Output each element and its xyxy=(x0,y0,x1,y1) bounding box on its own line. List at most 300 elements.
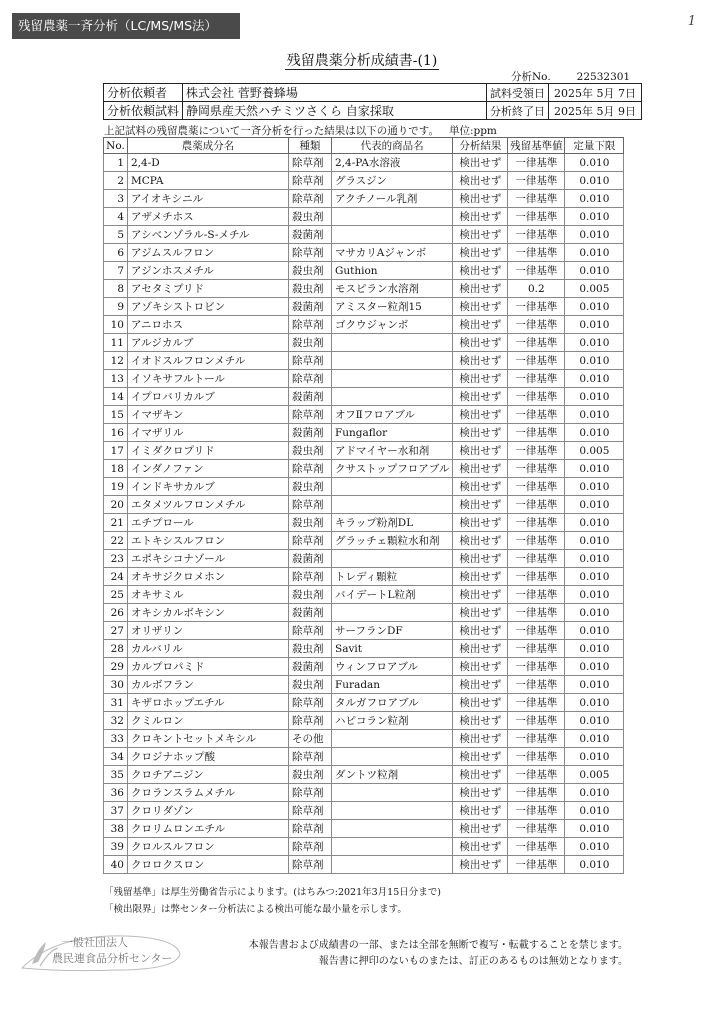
quantification-limit: 0.010 xyxy=(565,712,624,730)
row-no: 20 xyxy=(104,496,128,514)
analysis-result: 検出せず xyxy=(453,838,508,856)
product-name: Furadan xyxy=(332,676,453,694)
quantification-limit: 0.010 xyxy=(565,226,624,244)
product-name: バイデートL粒剤 xyxy=(332,586,453,604)
requester-label: 分析依頼者 xyxy=(104,84,183,102)
quantification-limit: 0.010 xyxy=(565,640,624,658)
col-header-type: 種類 xyxy=(289,138,332,154)
product-name xyxy=(332,208,453,226)
pesticide-type: 除草剤 xyxy=(289,190,332,208)
residue-limit: 一律基準 xyxy=(508,388,565,406)
quantification-limit: 0.010 xyxy=(565,352,624,370)
residue-limit: 一律基準 xyxy=(508,316,565,334)
analysis-result: 検出せず xyxy=(453,658,508,676)
table-row xyxy=(104,496,624,514)
analysis-result: 検出せず xyxy=(453,298,508,316)
residue-limit: 一律基準 xyxy=(508,856,565,874)
product-name xyxy=(332,478,453,496)
product-name xyxy=(332,784,453,802)
product-name: グラスジン xyxy=(332,172,453,190)
analysis-result: 検出せず xyxy=(453,694,508,712)
analysis-result: 検出せず xyxy=(453,154,508,172)
col-header-pesticide: 農薬成分名 xyxy=(128,138,289,154)
row-no: 11 xyxy=(104,334,128,352)
quantification-limit: 0.010 xyxy=(565,154,624,172)
product-name: アミスター粒剤15 xyxy=(332,298,453,316)
pesticide-name: オキシカルボキシン xyxy=(128,604,289,622)
pesticide-type: 殺菌剤 xyxy=(289,604,332,622)
pesticide-name: MCPA xyxy=(128,172,289,190)
requester-value: 株式会社 菅野養蜂場 xyxy=(183,84,487,102)
residue-limit: 一律基準 xyxy=(508,406,565,424)
product-name xyxy=(332,838,453,856)
pesticide-type: 殺虫剤 xyxy=(289,586,332,604)
product-name: トレディ顆粒 xyxy=(332,568,453,586)
product-name xyxy=(332,820,453,838)
pesticide-name: イオドスルフロンメチル xyxy=(128,352,289,370)
analysis-result: 検出せず xyxy=(453,712,508,730)
quantification-limit: 0.010 xyxy=(565,370,624,388)
product-name: タルガフロアブル xyxy=(332,694,453,712)
pesticide-type: 除草剤 xyxy=(289,460,332,478)
pesticide-type: 殺虫剤 xyxy=(289,280,332,298)
residue-limit: 一律基準 xyxy=(508,442,565,460)
quantification-limit: 0.010 xyxy=(565,730,624,748)
pesticide-name: アイオキシニル xyxy=(128,190,289,208)
analysis-result: 検出せず xyxy=(453,424,508,442)
quantification-limit: 0.010 xyxy=(565,496,624,514)
table-row xyxy=(104,694,624,712)
analysis-result: 検出せず xyxy=(453,226,508,244)
results-body xyxy=(104,154,624,874)
residue-limit: 一律基準 xyxy=(508,838,565,856)
row-no: 32 xyxy=(104,712,128,730)
pesticide-name: エチプロール xyxy=(128,514,289,532)
analysis-number xyxy=(511,69,630,84)
table-row xyxy=(104,730,624,748)
table-row xyxy=(104,568,624,586)
analysis-result: 検出せず xyxy=(453,730,508,748)
analysis-result: 検出せず xyxy=(453,262,508,280)
analysis-result: 検出せず xyxy=(453,172,508,190)
report-category-tab: 残留農薬一斉分析（LC/MS/MS法） xyxy=(12,13,240,39)
table-row xyxy=(104,640,624,658)
residue-limit: 一律基準 xyxy=(508,496,565,514)
analysis-result: 検出せず xyxy=(453,766,508,784)
residue-limit: 一律基準 xyxy=(508,802,565,820)
request-info-table xyxy=(103,83,642,120)
row-no: 28 xyxy=(104,640,128,658)
analysis-result: 検出せず xyxy=(453,622,508,640)
product-name xyxy=(332,496,453,514)
residue-limit: 一律基準 xyxy=(508,676,565,694)
quantification-limit: 0.010 xyxy=(565,244,624,262)
row-no: 4 xyxy=(104,208,128,226)
quantification-limit: 0.010 xyxy=(565,262,624,280)
row-no: 33 xyxy=(104,730,128,748)
analysis-result: 検出せず xyxy=(453,334,508,352)
pesticide-type: 殺虫剤 xyxy=(289,334,332,352)
product-name xyxy=(332,370,453,388)
unit-label: 単位:ppm xyxy=(448,125,497,137)
residue-limit: 一律基準 xyxy=(508,172,565,190)
residue-limit: 一律基準 xyxy=(508,334,565,352)
document-title: 残留農薬分析成績書-(1) xyxy=(286,53,438,69)
analysis-result: 検出せず xyxy=(453,244,508,262)
finished-date-label: 分析終了日 xyxy=(487,102,549,120)
pesticide-type: 除草剤 xyxy=(289,316,332,334)
quantification-limit: 0.010 xyxy=(565,604,624,622)
product-name: サーフランDF xyxy=(332,622,453,640)
results-header-row xyxy=(104,138,624,154)
pesticide-name: アニロホス xyxy=(128,316,289,334)
residue-limit: 一律基準 xyxy=(508,478,565,496)
quantification-limit: 0.010 xyxy=(565,586,624,604)
pesticide-type: 殺虫剤 xyxy=(289,442,332,460)
analysis-result: 検出せず xyxy=(453,550,508,568)
row-no: 29 xyxy=(104,658,128,676)
pesticide-type: 殺虫剤 xyxy=(289,478,332,496)
analysis-number-label: 分析No. xyxy=(511,71,551,83)
pesticide-type: 殺菌剤 xyxy=(289,658,332,676)
row-no: 8 xyxy=(104,280,128,298)
residue-limit: 一律基準 xyxy=(508,766,565,784)
col-header-limit: 残留基準値 xyxy=(508,138,565,154)
table-row xyxy=(104,424,624,442)
table-row xyxy=(104,352,624,370)
row-no: 2 xyxy=(104,172,128,190)
analysis-result: 検出せず xyxy=(453,748,508,766)
pesticide-type: 除草剤 xyxy=(289,370,332,388)
pesticide-name: クロチアニジン xyxy=(128,766,289,784)
pesticide-name: アシベンゾラル-S-メチル xyxy=(128,226,289,244)
product-name: ダントツ粒剤 xyxy=(332,766,453,784)
pesticide-type: 除草剤 xyxy=(289,748,332,766)
row-no: 34 xyxy=(104,748,128,766)
table-row xyxy=(104,586,624,604)
table-row xyxy=(104,676,624,694)
disclaimer-copy: 本報告書および成績書の一部、または全部を無断で複写・転載することを禁じます。 xyxy=(248,940,628,951)
quantification-limit: 0.010 xyxy=(565,694,624,712)
product-name: モスピラン水溶剤 xyxy=(332,280,453,298)
analysis-result: 検出せず xyxy=(453,406,508,424)
col-header-lod: 定量下限 xyxy=(565,138,624,154)
page-number: 1 xyxy=(687,14,696,29)
analysis-result: 検出せず xyxy=(453,496,508,514)
residue-limit: 一律基準 xyxy=(508,568,565,586)
row-no: 15 xyxy=(104,406,128,424)
footnote-detection-limit: 「検出限界」は弊センター分析法による検出可能な最小量を示します。 xyxy=(104,904,407,915)
residue-limit: 一律基準 xyxy=(508,352,565,370)
pesticide-name: オキサミル xyxy=(128,586,289,604)
product-name: マサカリAジャンボ xyxy=(332,244,453,262)
row-no: 14 xyxy=(104,388,128,406)
pesticide-type: 除草剤 xyxy=(289,622,332,640)
pesticide-name: クロリダゾン xyxy=(128,802,289,820)
residue-limit: 一律基準 xyxy=(508,244,565,262)
disclaimer-seal: 報告書に押印のないものまたは、訂正のあるものは無効となります。 xyxy=(318,956,628,967)
pesticide-name: クミルロン xyxy=(128,712,289,730)
row-no: 18 xyxy=(104,460,128,478)
quantification-limit: 0.005 xyxy=(565,280,624,298)
quantification-limit: 0.005 xyxy=(565,442,624,460)
analysis-result: 検出せず xyxy=(453,784,508,802)
pesticide-name: カルバリル xyxy=(128,640,289,658)
pesticide-name: クロリムロンエチル xyxy=(128,820,289,838)
pesticide-name: イプロバリカルブ xyxy=(128,388,289,406)
product-name xyxy=(332,604,453,622)
table-row xyxy=(104,190,624,208)
row-no: 6 xyxy=(104,244,128,262)
product-name xyxy=(332,352,453,370)
analysis-result: 検出せず xyxy=(453,442,508,460)
product-name xyxy=(332,748,453,766)
pesticide-type: 除草剤 xyxy=(289,802,332,820)
analysis-result: 検出せず xyxy=(453,316,508,334)
pesticide-type: 殺菌剤 xyxy=(289,298,332,316)
table-row xyxy=(104,370,624,388)
analysis-result: 検出せず xyxy=(453,676,508,694)
residue-limit: 一律基準 xyxy=(508,550,565,568)
table-row xyxy=(104,658,624,676)
residue-limit: 一律基準 xyxy=(508,748,565,766)
pesticide-name: アゾキシストロビン xyxy=(128,298,289,316)
residue-limit: 一律基準 xyxy=(508,298,565,316)
product-name xyxy=(332,334,453,352)
product-name: キラップ粉剤DL xyxy=(332,514,453,532)
analysis-number-value: 22532301 xyxy=(576,71,631,83)
pesticide-name: アジンホスメチル xyxy=(128,262,289,280)
residue-limit: 一律基準 xyxy=(508,694,565,712)
row-no: 37 xyxy=(104,802,128,820)
pesticide-name: インダノファン xyxy=(128,460,289,478)
pesticide-type: 除草剤 xyxy=(289,154,332,172)
product-name: アドマイヤー水和剤 xyxy=(332,442,453,460)
table-row xyxy=(104,154,624,172)
pesticide-name: クロロクスロン xyxy=(128,856,289,874)
pesticide-name: インドキサカルブ xyxy=(128,478,289,496)
quantification-limit: 0.010 xyxy=(565,190,624,208)
pesticide-type: 除草剤 xyxy=(289,694,332,712)
product-name: Fungaflor xyxy=(332,424,453,442)
table-row xyxy=(104,604,624,622)
quantification-limit: 0.010 xyxy=(565,658,624,676)
analysis-result: 検出せず xyxy=(453,352,508,370)
pesticide-name: イマザキン xyxy=(128,406,289,424)
analysis-result: 検出せず xyxy=(453,514,508,532)
pesticide-type: 殺虫剤 xyxy=(289,262,332,280)
pesticide-type: 殺菌剤 xyxy=(289,550,332,568)
pesticide-name: イソキサフルトール xyxy=(128,370,289,388)
sample-value: 静岡県産天然ハチミツさくら 自家採取 xyxy=(183,102,487,120)
residue-limit: 一律基準 xyxy=(508,460,565,478)
pesticide-name: アセタミプリド xyxy=(128,280,289,298)
row-no: 36 xyxy=(104,784,128,802)
row-no: 1 xyxy=(104,154,128,172)
table-row xyxy=(104,460,624,478)
product-name: グラッチェ顆粒水和剤 xyxy=(332,532,453,550)
row-no: 12 xyxy=(104,352,128,370)
residue-limit: 一律基準 xyxy=(508,730,565,748)
table-row xyxy=(104,802,624,820)
residue-limit: 一律基準 xyxy=(508,604,565,622)
pesticide-type: 除草剤 xyxy=(289,784,332,802)
row-no: 22 xyxy=(104,532,128,550)
quantification-limit: 0.010 xyxy=(565,550,624,568)
footnote-standard: 「残留基準」は厚生労働省告示によります。(はちみつ:2021年3月15日分まで) xyxy=(104,887,441,898)
table-row xyxy=(104,226,624,244)
table-row xyxy=(104,784,624,802)
pesticide-type: その他 xyxy=(289,730,332,748)
table-row xyxy=(104,334,624,352)
quantification-limit: 0.010 xyxy=(565,622,624,640)
analysis-result: 検出せず xyxy=(453,802,508,820)
residue-limit: 一律基準 xyxy=(508,424,565,442)
col-header-product: 代表的商品名 xyxy=(332,138,453,154)
pesticide-name: クロキントセットメキシル xyxy=(128,730,289,748)
pesticide-type: 除草剤 xyxy=(289,712,332,730)
pesticide-name: クロルスルフロン xyxy=(128,838,289,856)
quantification-limit: 0.010 xyxy=(565,838,624,856)
quantification-limit: 0.010 xyxy=(565,208,624,226)
table-row xyxy=(104,532,624,550)
table-row xyxy=(104,208,624,226)
pesticide-name: エトキシスルフロン xyxy=(128,532,289,550)
residue-limit: 一律基準 xyxy=(508,658,565,676)
received-date-value: 2025年 5月 7日 xyxy=(549,84,642,102)
residue-limit: 一律基準 xyxy=(508,532,565,550)
pesticide-type: 殺虫剤 xyxy=(289,514,332,532)
quantification-limit: 0.010 xyxy=(565,856,624,874)
product-name: ゴクウジャンボ xyxy=(332,316,453,334)
residue-limit: 0.2 xyxy=(508,280,565,298)
row-no: 19 xyxy=(104,478,128,496)
pesticide-type: 殺虫剤 xyxy=(289,640,332,658)
product-name: アクチノール乳剤 xyxy=(332,190,453,208)
residue-limit: 一律基準 xyxy=(508,622,565,640)
pesticide-type: 殺菌剤 xyxy=(289,226,332,244)
quantification-limit: 0.010 xyxy=(565,316,624,334)
analysis-result: 検出せず xyxy=(453,820,508,838)
row-no: 24 xyxy=(104,568,128,586)
row-no: 35 xyxy=(104,766,128,784)
product-name xyxy=(332,802,453,820)
product-name xyxy=(332,226,453,244)
row-no: 7 xyxy=(104,262,128,280)
table-row xyxy=(104,280,624,298)
analysis-result: 検出せず xyxy=(453,586,508,604)
pesticide-name: アルジカルブ xyxy=(128,334,289,352)
analysis-result: 検出せず xyxy=(453,478,508,496)
residue-limit: 一律基準 xyxy=(508,784,565,802)
quantification-limit: 0.010 xyxy=(565,820,624,838)
residue-limit: 一律基準 xyxy=(508,370,565,388)
pesticide-name: 2,4-D xyxy=(128,154,289,172)
quantification-limit: 0.010 xyxy=(565,676,624,694)
results-table xyxy=(103,137,624,874)
quantification-limit: 0.010 xyxy=(565,298,624,316)
analysis-result: 検出せず xyxy=(453,640,508,658)
product-name xyxy=(332,730,453,748)
logo-org-name: 農民連食品分析センター xyxy=(52,952,173,965)
row-no: 23 xyxy=(104,550,128,568)
quantification-limit: 0.010 xyxy=(565,514,624,532)
row-no: 16 xyxy=(104,424,128,442)
product-name: オフⅡフロアブル xyxy=(332,406,453,424)
table-row xyxy=(104,388,624,406)
product-name: ウィンフロアブル xyxy=(332,658,453,676)
table-row xyxy=(104,550,624,568)
row-no: 27 xyxy=(104,622,128,640)
analysis-result: 検出せず xyxy=(453,280,508,298)
quantification-limit: 0.010 xyxy=(565,478,624,496)
row-no: 38 xyxy=(104,820,128,838)
table-row xyxy=(104,622,624,640)
residue-limit: 一律基準 xyxy=(508,712,565,730)
quantification-limit: 0.010 xyxy=(565,424,624,442)
quantification-limit: 0.010 xyxy=(565,388,624,406)
quantification-limit: 0.010 xyxy=(565,802,624,820)
residue-limit: 一律基準 xyxy=(508,262,565,280)
product-name: Guthion xyxy=(332,262,453,280)
pesticide-name: エポキシコナゾール xyxy=(128,550,289,568)
analysis-result: 検出せず xyxy=(453,190,508,208)
pesticide-type: 除草剤 xyxy=(289,172,332,190)
analysis-result: 検出せず xyxy=(453,388,508,406)
row-no: 26 xyxy=(104,604,128,622)
analysis-result: 検出せず xyxy=(453,856,508,874)
table-row xyxy=(104,856,624,874)
col-header-no: No. xyxy=(104,138,128,154)
analysis-result: 検出せず xyxy=(453,532,508,550)
row-no: 5 xyxy=(104,226,128,244)
table-row xyxy=(104,406,624,424)
col-header-result: 分析結果 xyxy=(453,138,508,154)
pesticide-name: イミダクロプリド xyxy=(128,442,289,460)
pesticide-name: アザメチホス xyxy=(128,208,289,226)
finished-date-value: 2025年 5月 9日 xyxy=(549,102,642,120)
document-title-wrap xyxy=(0,50,724,70)
table-row xyxy=(104,838,624,856)
pesticide-type: 除草剤 xyxy=(289,532,332,550)
quantification-limit: 0.010 xyxy=(565,568,624,586)
pesticide-type: 殺虫剤 xyxy=(289,676,332,694)
request-info-row-sample xyxy=(104,102,642,120)
table-row xyxy=(104,748,624,766)
row-no: 25 xyxy=(104,586,128,604)
pesticide-type: 殺菌剤 xyxy=(289,388,332,406)
row-no: 30 xyxy=(104,676,128,694)
table-row xyxy=(104,172,624,190)
quantification-limit: 0.010 xyxy=(565,532,624,550)
pesticide-name: カルプロパミド xyxy=(128,658,289,676)
pesticide-name: オリザリン xyxy=(128,622,289,640)
row-no: 31 xyxy=(104,694,128,712)
pesticide-type: 殺虫剤 xyxy=(289,766,332,784)
pesticide-name: アジムスルフロン xyxy=(128,244,289,262)
table-row xyxy=(104,478,624,496)
pesticide-type: 除草剤 xyxy=(289,352,332,370)
pesticide-type: 除草剤 xyxy=(289,820,332,838)
row-no: 3 xyxy=(104,190,128,208)
pesticide-name: キザロホップエチル xyxy=(128,694,289,712)
sample-label: 分析依頼試料 xyxy=(104,102,183,120)
table-row xyxy=(104,244,624,262)
product-name xyxy=(332,550,453,568)
pesticide-type: 除草剤 xyxy=(289,406,332,424)
table-row xyxy=(104,514,624,532)
quantification-limit: 0.010 xyxy=(565,460,624,478)
